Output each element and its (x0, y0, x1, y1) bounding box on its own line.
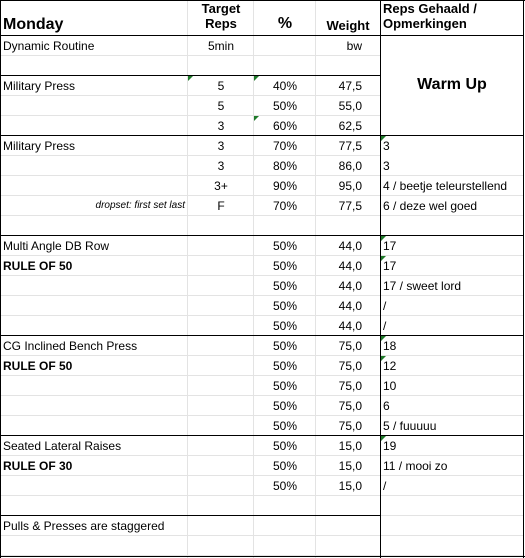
notes-cell[interactable] (383, 76, 523, 96)
gridline-horizontal (0, 255, 380, 256)
header-day[interactable]: Monday (3, 16, 64, 33)
gridline-horizontal (0, 115, 380, 116)
weight-cell[interactable]: bw (346, 39, 362, 53)
notes-cell[interactable] (383, 216, 523, 236)
notes-cell[interactable] (383, 36, 523, 56)
exercise-cell[interactable] (3, 176, 186, 196)
weight-cell[interactable]: 75,0 (338, 419, 362, 433)
comment-marker-icon (381, 436, 386, 441)
exercise-cell[interactable] (3, 396, 186, 416)
percent-cell[interactable] (254, 496, 316, 516)
comment-marker-icon (188, 76, 193, 81)
percent-cell[interactable] (254, 516, 316, 536)
gridline-horizontal (381, 495, 523, 496)
percent-cell[interactable] (254, 36, 316, 56)
gridline-horizontal (0, 195, 380, 196)
weight-cell[interactable]: 86,0 (338, 159, 362, 173)
weight-cell[interactable] (316, 496, 362, 516)
weight-cell[interactable]: 47,5 (338, 79, 362, 93)
notes-cell[interactable]: 4 / beetje teleurstellend (383, 179, 508, 193)
exercise-cell[interactable] (3, 116, 186, 136)
percent-cell[interactable]: 90% (272, 179, 298, 193)
weight-cell[interactable]: 77,5 (338, 139, 362, 153)
target-reps-cell[interactable] (188, 316, 254, 336)
weight-cell[interactable] (316, 536, 362, 556)
gridline-horizontal (381, 255, 523, 256)
percent-cell[interactable]: 70% (272, 139, 298, 153)
gridline-horizontal (381, 295, 523, 296)
notes-cell[interactable]: 6 (383, 399, 390, 413)
percent-cell[interactable]: 50% (272, 379, 298, 393)
exercise-cell[interactable]: RULE OF 50 (3, 359, 73, 373)
weight-cell[interactable]: 15,0 (338, 479, 362, 493)
target-reps-cell[interactable] (188, 436, 254, 456)
target-reps-cell[interactable]: 3 (217, 159, 225, 173)
exercise-cell[interactable] (3, 416, 186, 436)
target-reps-cell[interactable] (188, 56, 254, 76)
exercise-cell[interactable] (3, 56, 186, 76)
target-reps-cell[interactable] (188, 416, 254, 436)
gridline-horizontal (381, 355, 523, 356)
notes-cell[interactable]: 17 (383, 239, 397, 253)
header-notes-line1[interactable]: Reps Gehaald / (383, 1, 477, 16)
gridline-horizontal (0, 55, 380, 56)
exercise-cell[interactable]: Seated Lateral Raises (3, 439, 122, 453)
gridline-vertical (187, 0, 188, 558)
notes-cell[interactable] (383, 56, 523, 76)
gridline-horizontal (0, 475, 380, 476)
percent-cell[interactable]: 50% (272, 459, 298, 473)
notes-cell[interactable] (383, 496, 523, 516)
target-reps-cell[interactable]: F (217, 199, 225, 213)
percent-cell[interactable]: 50% (272, 239, 298, 253)
comment-marker-icon (381, 136, 386, 141)
header-target-reps-line2[interactable]: Reps (205, 16, 237, 31)
notes-cell[interactable]: 10 (383, 379, 397, 393)
exercise-cell[interactable]: Military Press (3, 139, 76, 153)
weight-cell[interactable]: 75,0 (338, 399, 362, 413)
exercise-cell[interactable] (3, 296, 186, 316)
exercise-cell[interactable] (3, 536, 186, 556)
notes-cell[interactable] (383, 116, 523, 136)
section-border (0, 435, 523, 436)
notes-cell[interactable]: 5 / fuuuuu (383, 419, 437, 433)
exercise-cell[interactable] (3, 376, 186, 396)
section-border (0, 556, 525, 557)
target-reps-cell[interactable]: 3+ (214, 179, 228, 193)
percent-cell[interactable]: 40% (272, 79, 298, 93)
gridline-horizontal (0, 535, 380, 536)
gridline-horizontal (0, 95, 380, 96)
section-border (0, 515, 381, 516)
weight-cell[interactable]: 44,0 (338, 279, 362, 293)
target-reps-cell[interactable] (188, 296, 254, 316)
comment-marker-icon (254, 116, 259, 121)
percent-cell[interactable]: 80% (272, 159, 298, 173)
comment-marker-icon (381, 256, 386, 261)
section-border (0, 335, 523, 336)
percent-cell[interactable]: 50% (272, 399, 298, 413)
target-reps-cell[interactable] (188, 496, 254, 516)
weight-cell[interactable]: 44,0 (338, 239, 362, 253)
percent-cell[interactable] (254, 56, 316, 76)
weight-cell[interactable] (316, 216, 362, 236)
section-border (0, 135, 523, 136)
header-percent[interactable]: % (277, 15, 293, 32)
target-reps-cell[interactable]: 5 (217, 99, 225, 113)
exercise-cell[interactable]: Multi Angle DB Row (3, 239, 110, 253)
target-reps-cell[interactable] (188, 216, 254, 236)
gridline-horizontal (0, 415, 380, 416)
gridline-horizontal (0, 495, 380, 496)
exercise-cell[interactable]: Pulls & Presses are staggered (3, 519, 165, 533)
weight-cell[interactable] (316, 516, 362, 536)
gridline-horizontal (0, 315, 380, 316)
notes-cell[interactable]: 11 / mooi zo (383, 459, 448, 473)
target-reps-cell[interactable]: 3 (217, 119, 225, 133)
notes-cell[interactable] (383, 536, 523, 556)
gridline-horizontal (381, 455, 523, 456)
comment-marker-icon (381, 236, 386, 241)
weight-cell[interactable] (316, 56, 362, 76)
exercise-cell[interactable] (3, 496, 186, 516)
gridline-horizontal (381, 375, 523, 376)
weight-cell[interactable]: 77,5 (338, 199, 362, 213)
sheet-left-border (0, 0, 1, 558)
exercise-cell[interactable]: dropset: first set last (95, 200, 185, 211)
exercise-cell[interactable] (3, 276, 186, 296)
percent-cell[interactable]: 50% (272, 419, 298, 433)
exercise-cell[interactable] (3, 476, 186, 496)
percent-cell[interactable]: 50% (272, 299, 298, 313)
notes-cell[interactable]: 17 (383, 259, 397, 273)
exercise-cell[interactable]: RULE OF 30 (3, 459, 73, 473)
weight-cell[interactable]: 62,5 (338, 119, 362, 133)
comment-marker-icon (381, 356, 386, 361)
exercise-cell[interactable] (3, 156, 186, 176)
header-weight[interactable]: Weight (326, 18, 370, 33)
percent-cell[interactable] (254, 536, 316, 556)
gridline-horizontal (0, 175, 380, 176)
gridline-horizontal (381, 395, 523, 396)
weight-cell[interactable]: 75,0 (338, 359, 362, 373)
gridline-horizontal (381, 475, 523, 476)
percent-cell[interactable]: 50% (272, 259, 298, 273)
comment-marker-icon (381, 336, 386, 341)
gridline-horizontal (381, 215, 523, 216)
exercise-cell[interactable] (3, 316, 186, 336)
percent-cell[interactable]: 50% (272, 99, 298, 113)
exercise-cell[interactable] (3, 96, 186, 116)
exercise-cell[interactable]: Dynamic Routine (3, 39, 95, 53)
section-border (0, 235, 523, 236)
section-border (0, 0, 525, 1)
weight-cell[interactable]: 44,0 (338, 259, 362, 273)
percent-cell[interactable]: 50% (272, 479, 298, 493)
notes-cell[interactable]: 12 (383, 359, 397, 373)
target-reps-cell[interactable] (188, 336, 254, 356)
exercise-cell[interactable]: Military Press (3, 79, 76, 93)
percent-cell[interactable]: 50% (272, 279, 298, 293)
gridline-horizontal (0, 395, 380, 396)
notes-cell[interactable]: 18 (383, 339, 397, 353)
gridline-horizontal (0, 355, 380, 356)
exercise-cell[interactable]: RULE OF 50 (3, 259, 73, 273)
percent-cell[interactable]: 50% (272, 359, 298, 373)
weight-cell[interactable]: 44,0 (338, 319, 362, 333)
target-reps-cell[interactable] (188, 376, 254, 396)
header-target-reps-line1[interactable]: Target (201, 1, 241, 16)
gridline-vertical (315, 0, 316, 558)
target-reps-cell[interactable] (188, 476, 254, 496)
gridline-horizontal (0, 375, 380, 376)
notes-cell[interactable]: 19 (383, 439, 397, 453)
percent-cell[interactable]: 60% (272, 119, 298, 133)
weight-cell[interactable]: 75,0 (338, 379, 362, 393)
percent-cell[interactable]: 50% (272, 439, 298, 453)
comment-marker-icon (254, 76, 259, 81)
exercise-cell[interactable] (3, 216, 186, 236)
gridline-horizontal (381, 275, 523, 276)
target-reps-cell[interactable] (188, 536, 254, 556)
header-notes-line2[interactable]: Opmerkingen (383, 16, 467, 31)
notes-cell[interactable] (383, 516, 523, 536)
gridline-horizontal (0, 295, 380, 296)
gridline-horizontal (381, 415, 523, 416)
gridline-horizontal (0, 455, 380, 456)
target-reps-cell[interactable] (188, 456, 254, 476)
weight-cell[interactable]: 95,0 (338, 179, 362, 193)
weight-cell[interactable]: 75,0 (338, 339, 362, 353)
target-reps-cell[interactable]: 5min (207, 39, 234, 53)
gridline-horizontal (381, 515, 523, 516)
gridline-horizontal (381, 175, 523, 176)
target-reps-cell[interactable] (188, 516, 254, 536)
target-reps-cell[interactable] (188, 396, 254, 416)
percent-cell[interactable]: 50% (272, 319, 298, 333)
notes-cell[interactable]: / (383, 299, 387, 313)
gridline-horizontal (381, 315, 523, 316)
gridline-horizontal (0, 155, 380, 156)
sheet-right-border (523, 0, 524, 558)
gridline-horizontal (381, 195, 523, 196)
notes-cell[interactable] (383, 96, 523, 116)
section-border (0, 35, 523, 36)
notes-cell[interactable]: / (383, 479, 387, 493)
percent-cell[interactable] (254, 216, 316, 236)
percent-cell[interactable]: 50% (272, 339, 298, 353)
target-reps-cell[interactable]: 3 (217, 139, 225, 153)
notes-cell[interactable]: 3 (383, 139, 390, 153)
weight-cell[interactable]: 55,0 (338, 99, 362, 113)
notes-cell[interactable]: / (383, 319, 387, 333)
target-reps-cell[interactable]: 5 (217, 79, 225, 93)
gridline-horizontal (381, 535, 523, 536)
gridline-horizontal (0, 215, 380, 216)
weight-cell[interactable]: 15,0 (338, 459, 362, 473)
notes-cell[interactable]: 3 (383, 159, 390, 173)
percent-cell[interactable]: 70% (272, 199, 298, 213)
target-reps-cell[interactable] (188, 276, 254, 296)
weight-cell[interactable]: 44,0 (338, 299, 362, 313)
exercise-cell[interactable]: CG Inclined Bench Press (3, 339, 138, 353)
weight-cell[interactable]: 15,0 (338, 439, 362, 453)
gridline-horizontal (0, 275, 380, 276)
target-reps-cell[interactable] (188, 236, 254, 256)
target-reps-cell[interactable] (188, 356, 254, 376)
notes-column-border (380, 0, 381, 558)
notes-cell[interactable]: 17 / sweet lord (383, 279, 462, 293)
warm-up-label[interactable]: Warm Up (417, 76, 487, 93)
notes-cell[interactable]: 6 / deze wel goed (383, 199, 478, 213)
gridline-vertical (253, 0, 254, 558)
target-reps-cell[interactable] (188, 256, 254, 276)
